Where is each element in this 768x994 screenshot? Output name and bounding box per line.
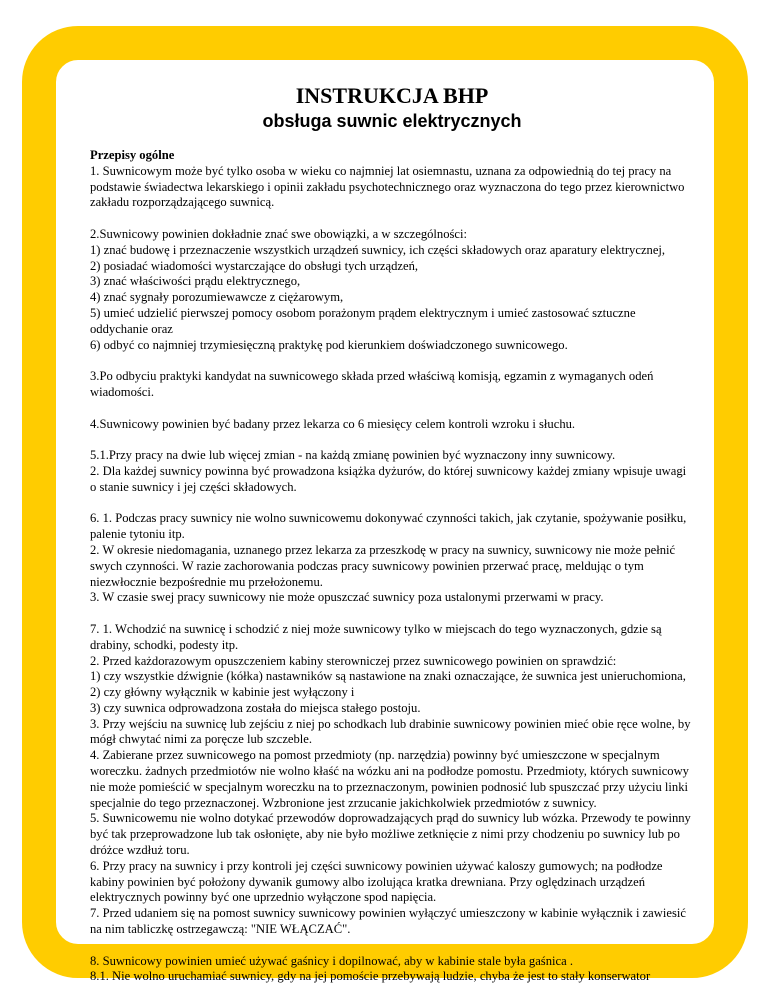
document-subtitle: obsługa suwnic elektrycznych xyxy=(262,111,522,131)
paragraph-line: 4.Suwnicowy powinien być badany przez lekarza co 6 miesięcy celem kontroli wzroku i słuchu. xyxy=(90,416,576,431)
paragraph-line: 6) odbyć co najmniej trzymiesięczną praktykę pod kierunkiem doświadczonego suwnicowego. xyxy=(90,337,568,352)
paragraph-list xyxy=(90,164,694,985)
paragraph xyxy=(90,417,694,433)
paragraph-line: 5) umieć udzielić pierwszej pomocy osobom porażonym prądem elektrycznym i umieć zastosować sztuczne oddychanie oraz xyxy=(90,305,636,336)
paragraph-line: 5.1.Przy pracy na dwie lub więcej zmian - na każdą zmianę powinien być wyznaczony inny suwnicowy. xyxy=(90,448,616,463)
paragraph-line: 5. Suwnicowemu nie wolno dotykać przewodów doprowadzających prąd do suwnicy lub wózka. Przewody te powinny być tak przeprowadzone lub tak osłonięte, aby nie było możliwe zetknięcie z nimi przy chodzeniu po suwnicy lub po dróżce wzdłuż toru. xyxy=(90,811,691,858)
paragraph xyxy=(90,164,694,211)
section-heading: Przepisy ogólne xyxy=(90,148,175,162)
paragraph-line: 8.1. Nie wolno uruchamiać suwnicy, gdy na jej pomoście przebywają ludzie, chyba że jest to stały konserwator xyxy=(90,969,651,984)
paragraph-line: 2) czy główny wyłącznik w kabinie jest wyłączony i xyxy=(90,685,355,700)
paragraph-line: 2.Suwnicowy powinien dokładnie znać swe obowiązki, a w szczególności: xyxy=(90,226,468,241)
paragraph-line: 3) czy suwnica odprowadzona została do miejsca stałego postoju. xyxy=(90,700,421,715)
paragraph xyxy=(90,511,694,606)
paragraph-line: 2. Przed każdorazowym opuszczeniem kabiny sterowniczej przez suwnicowego powinien on sprawdzić: xyxy=(90,653,617,668)
paragraph-line: 3.Po odbyciu praktyki kandydat na suwnicowego składa przed właściwą komisją, egzamin z wymaganych odeń wiadomości. xyxy=(90,369,654,399)
paragraph-line: 2. W okresie niedomagania, uznanego przez lekarza za przeszkodę w pracy na suwnicy, suwnicowy nie może pełnić swych czynności. W razie zachorowania podczas pracy suwnicowy powinien przerwać pracę, meldując o tym niezwłocznie bezpośrednie mu przełożonemu. xyxy=(90,542,676,589)
paragraph xyxy=(90,369,694,401)
paragraph xyxy=(90,622,694,938)
document-title: INSTRUKCJA BHP xyxy=(295,83,489,108)
paragraph-line: 4. Zabierane przez suwnicowego na pomost przedmioty (np. narzędzia) powinny być umieszczone w specjalnym woreczku. żadnych przedmiotów nie wolno kłaść na wózku ani na podłodze pomostu. Przedmioty, których suwnicowy nie może pomieścić w specjalnym woreczku na to przeznaczonym, powinien podnosić lub spuszczać przy użyciu linki specjalnie do tego przeznaczonej. Wzbronione jest zrzucanie jakichkolwiek przedmiotów z suwnicy. xyxy=(90,748,689,810)
paragraph-line: 8. Suwnicowy powinien umieć używać gaśnicy i dopilnować, aby w kabinie stale była gaśnica . xyxy=(90,953,573,968)
paragraph xyxy=(90,448,694,495)
paragraph-line: 1. Suwnicowym może być tylko osoba w wieku co najmniej lat osiemnastu, uznana za odpowiednią do tej pracy na podstawie świadectwa lekarskiego i opinii zakładu psychotechnicznego oraz wyznaczona do tego przez kierownictwo zakładu rozporządzającego suwnicą. xyxy=(90,163,685,210)
paragraph xyxy=(90,227,694,353)
paragraph-line: 3. W czasie swej pracy suwnicowy nie może opuszczać suwnicy poza ustalonymi przerwami w pracy. xyxy=(90,590,604,605)
paragraph xyxy=(90,954,694,986)
paragraph-line: 4) znać sygnały porozumiewawcze z ciężarowym, xyxy=(90,290,344,305)
paragraph-line: 2. Dla każdej suwnicy powinna być prowadzona książka dyżurów, do której suwnicowy każdej zmiany wpisuje uwagi o stanie suwnicy i jej części składowych. xyxy=(90,463,687,494)
paragraph-line: 7. Przed udaniem się na pomost suwnicy suwnicowy powinien wyłączyć umieszczony w kabinie wyłącznik i zawiesić na nim tabliczkę ostrzegawczą: "NIE WŁĄCZAĆ". xyxy=(90,906,686,937)
paragraph-line: 6. Przy pracy na suwnicy i przy kontroli jej części suwnicowy powinien używać kaloszy gumowych; na podłodze kabiny powinien być położony dywanik gumowy albo izolująca kratka drewniana. Przy oględzinach urządzeń elektrycznych powinny być one uprzednio wyłączone spod napięcia. xyxy=(90,858,663,905)
paragraph-line: 3. Przy wejściu na suwnicę lub zejściu z niej po schodkach lub drabinie suwnicowy powinien mieć obie ręce wolne, by mógł chwytać nimi za poręcze lub szczeble. xyxy=(90,716,691,747)
paragraph-line: 7. 1. Wchodzić na suwnicę i schodzić z niej może suwnicowy tylko w miejscach do tego wyznaczonych, gdzie są drabiny, schodki, podesty itp. xyxy=(90,621,662,652)
paragraph-line: 3) znać właściwości prądu elektrycznego, xyxy=(90,274,301,289)
document-body xyxy=(90,83,694,984)
paragraph-line: 6. 1. Podczas pracy suwnicy nie wolno suwnicowemu dokonywać czynności takich, jak czytanie, spożywanie posiłku, palenie tytoniu itp. xyxy=(90,511,687,542)
paragraph-line: 1) znać budowę i przeznaczenie wszystkich urządzeń suwnicy, ich części składowych oraz aparatury elektrycznej, xyxy=(90,242,666,257)
paragraph-line: 1) czy wszystkie dźwignie (kółka) nastawników są nastawione na znaki oznaczające, że suwnica jest unieruchomiona, xyxy=(90,669,686,684)
paragraph-line: 2) posiadać wiadomości wystarczające do obsługi tych urządzeń, xyxy=(90,258,419,273)
